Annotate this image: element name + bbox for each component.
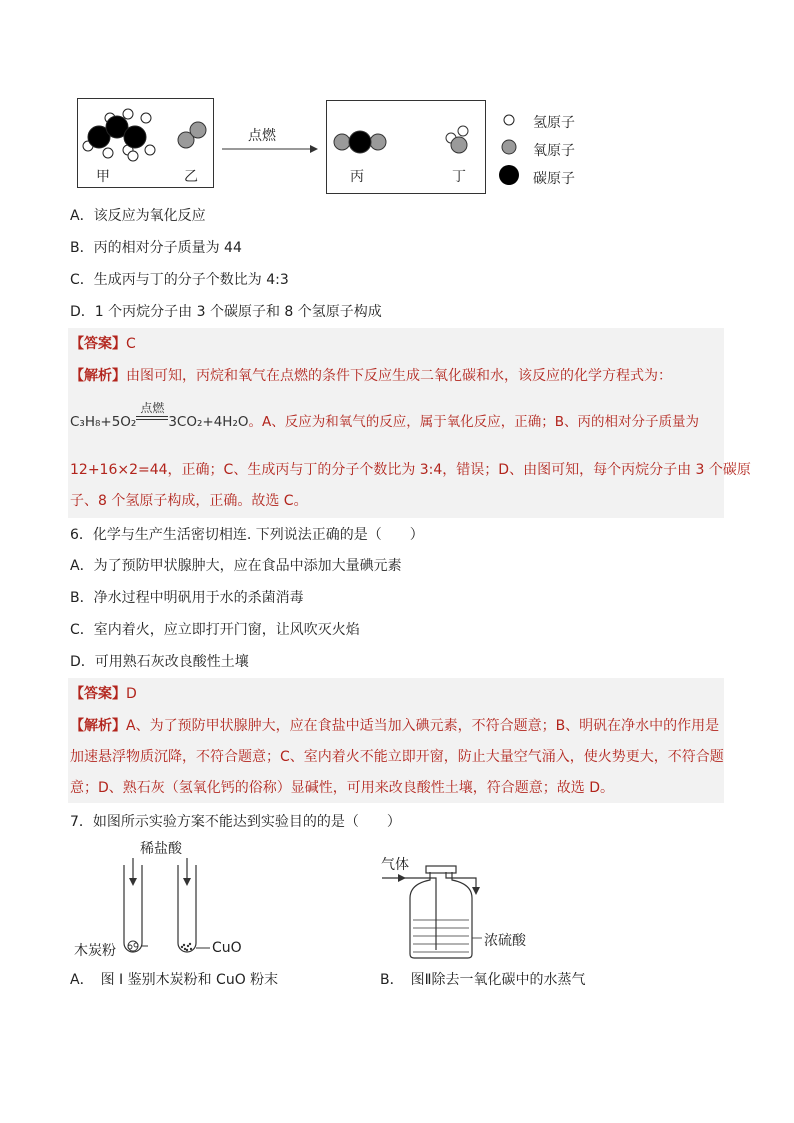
oxygen-molecule: [178, 122, 206, 148]
co2-molecule: [334, 131, 386, 153]
charcoal-powder: [128, 941, 138, 951]
water-molecule: [446, 126, 468, 153]
q7-option-b: B． 图Ⅱ除去一氧化碳中的水蒸气: [380, 972, 586, 988]
q6-analysis-line2: 加速悬浮物质沉降，不符合题意；C、室内着火不能立即开窗，防止大量空气涌入，使火势更大，不符合题: [70, 749, 724, 765]
answer-value: D: [126, 686, 137, 702]
analysis-tag: 【解析】: [70, 718, 126, 734]
label-bing: 丙: [350, 169, 364, 185]
arrow-icon: [222, 145, 318, 153]
fig1-label-acid: 稀盐酸: [140, 841, 182, 857]
equation-left: C₃H₈+5O₂: [70, 414, 137, 430]
legend-hydrogen: 氢原子: [533, 115, 575, 131]
fig2-label-sulfuric-acid: 浓硫酸: [484, 933, 526, 949]
q6-option-c: C．室内着火，应立即打开门窗，让风吹灭火焰: [70, 622, 360, 638]
answer-tag: 【答案】: [70, 686, 126, 702]
analysis-tag: 【解析】: [70, 368, 126, 384]
q5-analysis-line1: 【解析】由图可知，丙烷和氧气在点燃的条件下反应生成二氧化碳和水，该反应的化学方程式为：: [70, 368, 672, 384]
q6-option-d: D．可用熟石灰改良酸性土壤: [70, 654, 249, 670]
legend-oxygen-symbol: [502, 140, 516, 154]
q7-stem: 7．如图所示实验方案不能达到实验目的的是（ ）: [70, 814, 401, 830]
q5-analysis-line4: 子、8 个氢原子构成，正确。故选 C。: [70, 493, 308, 509]
q5-option-a: A．该反应为氧化反应: [70, 208, 206, 224]
legend-carbon-symbol: [499, 165, 519, 185]
q5-option-d: D．1 个丙烷分子由 3 个碳原子和 8 个氢原子构成: [70, 304, 382, 320]
molecule-drawing: [0, 0, 794, 200]
q6-stem: 6．化学与生产生活密切相连. 下列说法正确的是（ ）: [70, 527, 424, 543]
fig2-label-gas: 气体: [381, 857, 409, 873]
fig1-label-cuo: CuO: [212, 940, 242, 956]
legend-hydrogen-symbol: [504, 115, 514, 125]
cuo-powder: [181, 943, 192, 951]
propane-molecule: [83, 109, 155, 161]
q6-answer: [70, 684, 137, 704]
legend-oxygen: 氧原子: [533, 143, 575, 159]
label-yi: 乙: [184, 169, 198, 185]
answer-value: C: [126, 336, 136, 352]
arrow-label: 点燃: [248, 128, 276, 144]
q6-analysis-line1: 【解析】A、为了预防甲状腺肿大，应在食盐中适当加入碘元素，不符合题意；B、明矾在净水中的作用是: [70, 718, 720, 734]
answer-tag: 【答案】: [70, 336, 126, 352]
q7-option-a: A． 图 I 鉴别木炭粉和 CuO 粉末: [70, 972, 279, 988]
q5-option-c: C．生成丙与丁的分子个数比为 4:3: [70, 272, 289, 288]
equation-condition: 点燃: [136, 412, 168, 432]
q5-answer: [70, 334, 136, 354]
label-ding: 丁: [452, 169, 466, 185]
label-jia: 甲: [96, 169, 110, 185]
q6-option-b: B．净水过程中明矾用于水的杀菌消毒: [70, 590, 304, 606]
q6-analysis-line3: 意；D、熟石灰（氢氧化钙的俗称）显碱性，可用来改良酸性土壤，符合题意；故选 D。: [70, 780, 615, 796]
fig1-label-charcoal: 木炭粉: [74, 943, 116, 959]
q5-option-b: B．丙的相对分子质量为 44: [70, 240, 242, 256]
legend-carbon: 碳原子: [533, 171, 575, 187]
equation-right: 3CO₂+4H₂O: [168, 414, 249, 430]
q6-option-a: A．为了预防甲状腺肿大，应在食品中添加大量碘元素: [70, 558, 402, 574]
q5-analysis-line2: C₃H₈+5O₂ 点燃 3CO₂+4H₂O。A、反应为和氧气的反应，属于氧化反应，正确；B、丙的相对分子质量为: [70, 401, 699, 430]
q5-analysis-line3: 12+16×2=44，正确；C、生成丙与丁的分子个数比为 3:4，错误；D、由图可知，每个丙烷分子由 3 个碳原: [70, 462, 751, 478]
